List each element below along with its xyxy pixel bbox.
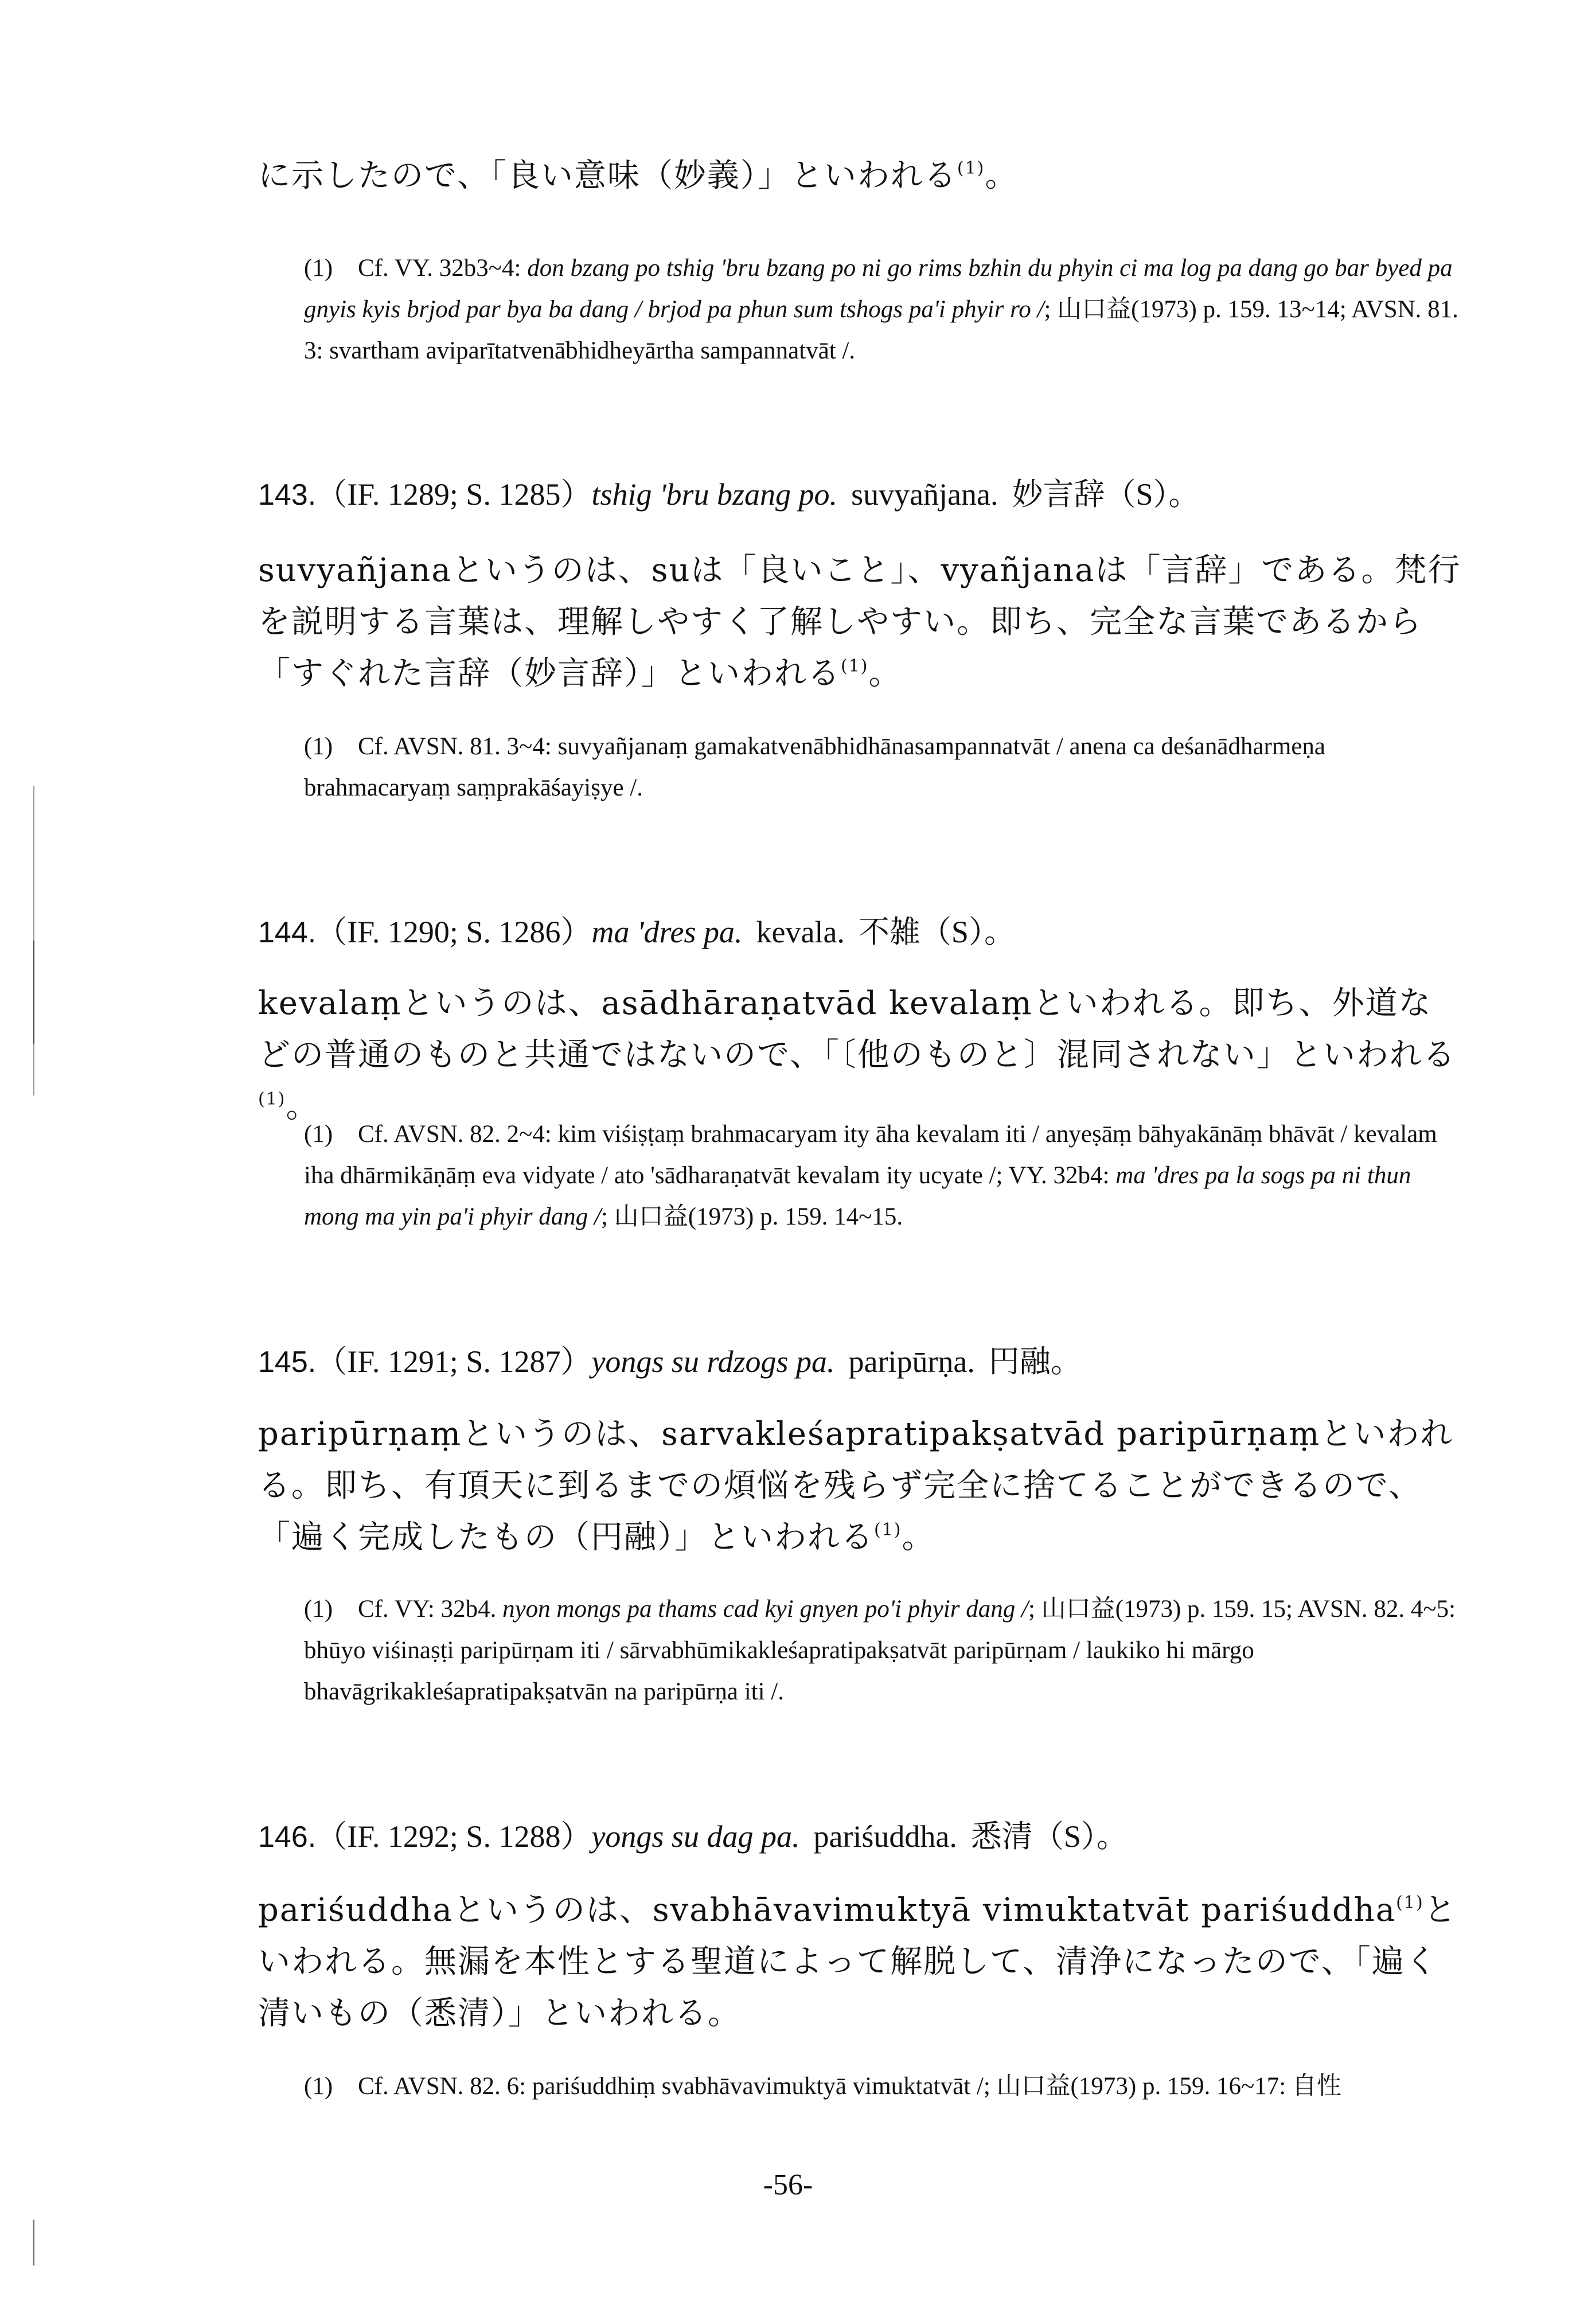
entry-sanskrit: suvyañjana. <box>851 477 998 512</box>
entry-number: 145. <box>258 1346 317 1379</box>
footnote-ref: (1) <box>874 1520 902 1540</box>
entry-note <box>304 1114 1468 1238</box>
footnote-ref: (1) <box>841 656 869 676</box>
entry-heading <box>258 909 1462 956</box>
entry-ref: （IF. 1292; S. 1288） <box>316 1819 592 1854</box>
paragraph-end: 。 <box>985 157 1019 194</box>
note-prefix: Cf. AVSN. 82. 6: pariśuddhiṃ svabhāvavimuktyā vimuktatvāt /; 山口益(1973) p. 159. 16~17: 自性 <box>358 2073 1341 2100</box>
paragraph-end: といわれる。無漏を本性とする聖道によって解脱して、清浄になったので、「遍く清いもの（悉清）」といわれる。 <box>258 1892 1457 2032</box>
paragraph-text: kevalaṃというのは、asādhāraṇatvād kevalaṃといわれる。即ち、外道などの普通のものと共通ではないので、「〔他のものと〕混同されない」といわれる <box>258 985 1456 1074</box>
footnote-ref: (1) <box>1396 1893 1424 1913</box>
note-tibetan: nyon mongs pa thams cad kyi gnyen po'i phyir dang / <box>502 1596 1028 1623</box>
paragraph-text: に示したので、「良い意味（妙義）」といわれる <box>258 157 957 194</box>
note-number: (1) <box>304 1596 333 1623</box>
entry-paragraph <box>258 978 1462 1133</box>
note-number: (1) <box>304 2073 333 2100</box>
note-tibetan: ma 'dres pa la sogs pa ni thun mong ma yin pa'i phyir dang / <box>304 1162 1411 1230</box>
note-number: (1) <box>304 1121 333 1148</box>
note-body <box>304 255 1458 364</box>
note-rest: ; 山口益(1973) p. 159. 15; AVSN. 82. 4~5: bhūyo viśinaṣṭi paripūrṇam iti / sārvabhūmikakleśapratipakṣatvāt paripūrṇam / laukiko hi mārgo bhavāgrikakleśapratipakṣatvān na paripūrṇa iti /. <box>304 1596 1456 1705</box>
scan-artifact-line <box>33 941 34 1044</box>
entry-paragraph <box>258 1885 1462 2040</box>
entry-chinese: 円融。 <box>988 1344 1082 1379</box>
paragraph-end: 。 <box>868 655 902 692</box>
note-prefix: Cf. AVSN. 82. 2~4: kim viśiṣṭaṃ brahmacaryam ity āha kevalam iti / anyeṣāṃ bāhyakānāṃ bhāvāt / kevalam iha dhārmikāṇāṃ eva vidyate / ato 'sādharaṇatvāt kevalam ity ucyate /; VY. 32b4: <box>304 1121 1437 1189</box>
entry-note <box>304 726 1468 809</box>
entry-number: 144. <box>258 916 317 949</box>
note-number: (1) <box>304 733 333 760</box>
note-prefix: Cf. AVSN. 81. 3~4: suvyañjanaṃ gamakatvenābhidhānasampannatvāt / anena ca deśanādharmeṇa brahmacaryaṃ saṃprakāśayiṣye /. <box>304 733 1325 801</box>
top-note <box>304 248 1468 372</box>
scan-artifact-line <box>33 2220 34 2265</box>
entry-number: 143. <box>258 478 317 512</box>
top-paragraph <box>258 150 1462 202</box>
footnote-ref: (1) <box>258 1089 286 1109</box>
entry-note <box>304 2066 1468 2107</box>
entry-tibetan: tshig 'bru bzang po. <box>591 477 838 512</box>
entry-heading <box>258 1339 1462 1385</box>
entry-ref: （IF. 1289; S. 1285） <box>316 477 592 512</box>
entry-tibetan: ma 'dres pa. <box>591 915 743 949</box>
entry-heading <box>258 1814 1462 1860</box>
page-number: -56- <box>763 2169 813 2201</box>
paragraph-end: 。 <box>902 1519 935 1556</box>
paragraph-text: suvyañjanaというのは、suは「良いこと」、vyañjanaは「言辞」である。梵行を説明する言葉は、理解しやすく了解しやすい。即ち、完全な言葉であるから「すぐれた言辞（妙言辞）」といわれる <box>258 552 1461 692</box>
note-tibetan: don bzang po tshig 'bru bzang po ni go rims bzhin du phyin ci ma log pa dang go bar byed pa gnyis kyis brjod par bya ba dang / brjod pa phun sum tshogs pa'i phyir ro / <box>304 255 1453 323</box>
note-prefix: Cf. VY: 32b4. <box>358 1596 503 1623</box>
entry-number: 146. <box>258 1820 317 1854</box>
note-rest: ; 山口益(1973) p. 159. 14~15. <box>601 1203 903 1230</box>
entry-chinese: 妙言辞（S）。 <box>1012 477 1200 512</box>
entry-tibetan: yongs su dag pa. <box>591 1819 800 1854</box>
paragraph-text: pariśuddhaというのは、svabhāvavimuktyā vimuktatvāt pariśuddha <box>258 1892 1396 1929</box>
paragraph-end: 。 <box>286 1088 319 1125</box>
note-number: (1) <box>304 255 333 282</box>
note-body <box>304 1596 1456 1705</box>
note-rest: ; 山口益(1973) p. 159. 13~14; AVSN. 81. 3: svartham aviparītatvenābhidheyārtha sampannatvāt /. <box>304 296 1458 364</box>
entry-chinese: 悉清（S）。 <box>970 1819 1128 1854</box>
note-body <box>358 2073 1341 2100</box>
entry-ref: （IF. 1291; S. 1287） <box>316 1344 592 1379</box>
note-body <box>304 1121 1437 1230</box>
entry-ref: （IF. 1290; S. 1286） <box>316 915 592 949</box>
entry-sanskrit: pariśuddha. <box>813 1819 957 1854</box>
entry-note <box>304 1589 1468 1713</box>
footnote-ref: (1) <box>957 158 985 178</box>
entry-chinese: 不雑（S）。 <box>858 915 1015 949</box>
entry-sanskrit: kevala. <box>756 915 845 949</box>
paragraph-text: paripūrṇaṃというのは、sarvakleśapratipakṣatvād paripūrṇaṃといわれる。即ち、有頂天に到るまでの煩悩を残らず完全に捨てることができるので、「遍く完成したもの（円融）」といわれる <box>258 1416 1454 1556</box>
note-prefix: Cf. VY. 32b3~4: <box>358 255 528 282</box>
entry-paragraph <box>258 1409 1462 1563</box>
note-body <box>304 733 1325 801</box>
entry-paragraph <box>258 545 1462 700</box>
entry-tibetan: yongs su rdzogs pa. <box>591 1344 835 1379</box>
entry-sanskrit: paripūrṇa. <box>848 1344 975 1379</box>
entry-heading <box>258 471 1462 518</box>
